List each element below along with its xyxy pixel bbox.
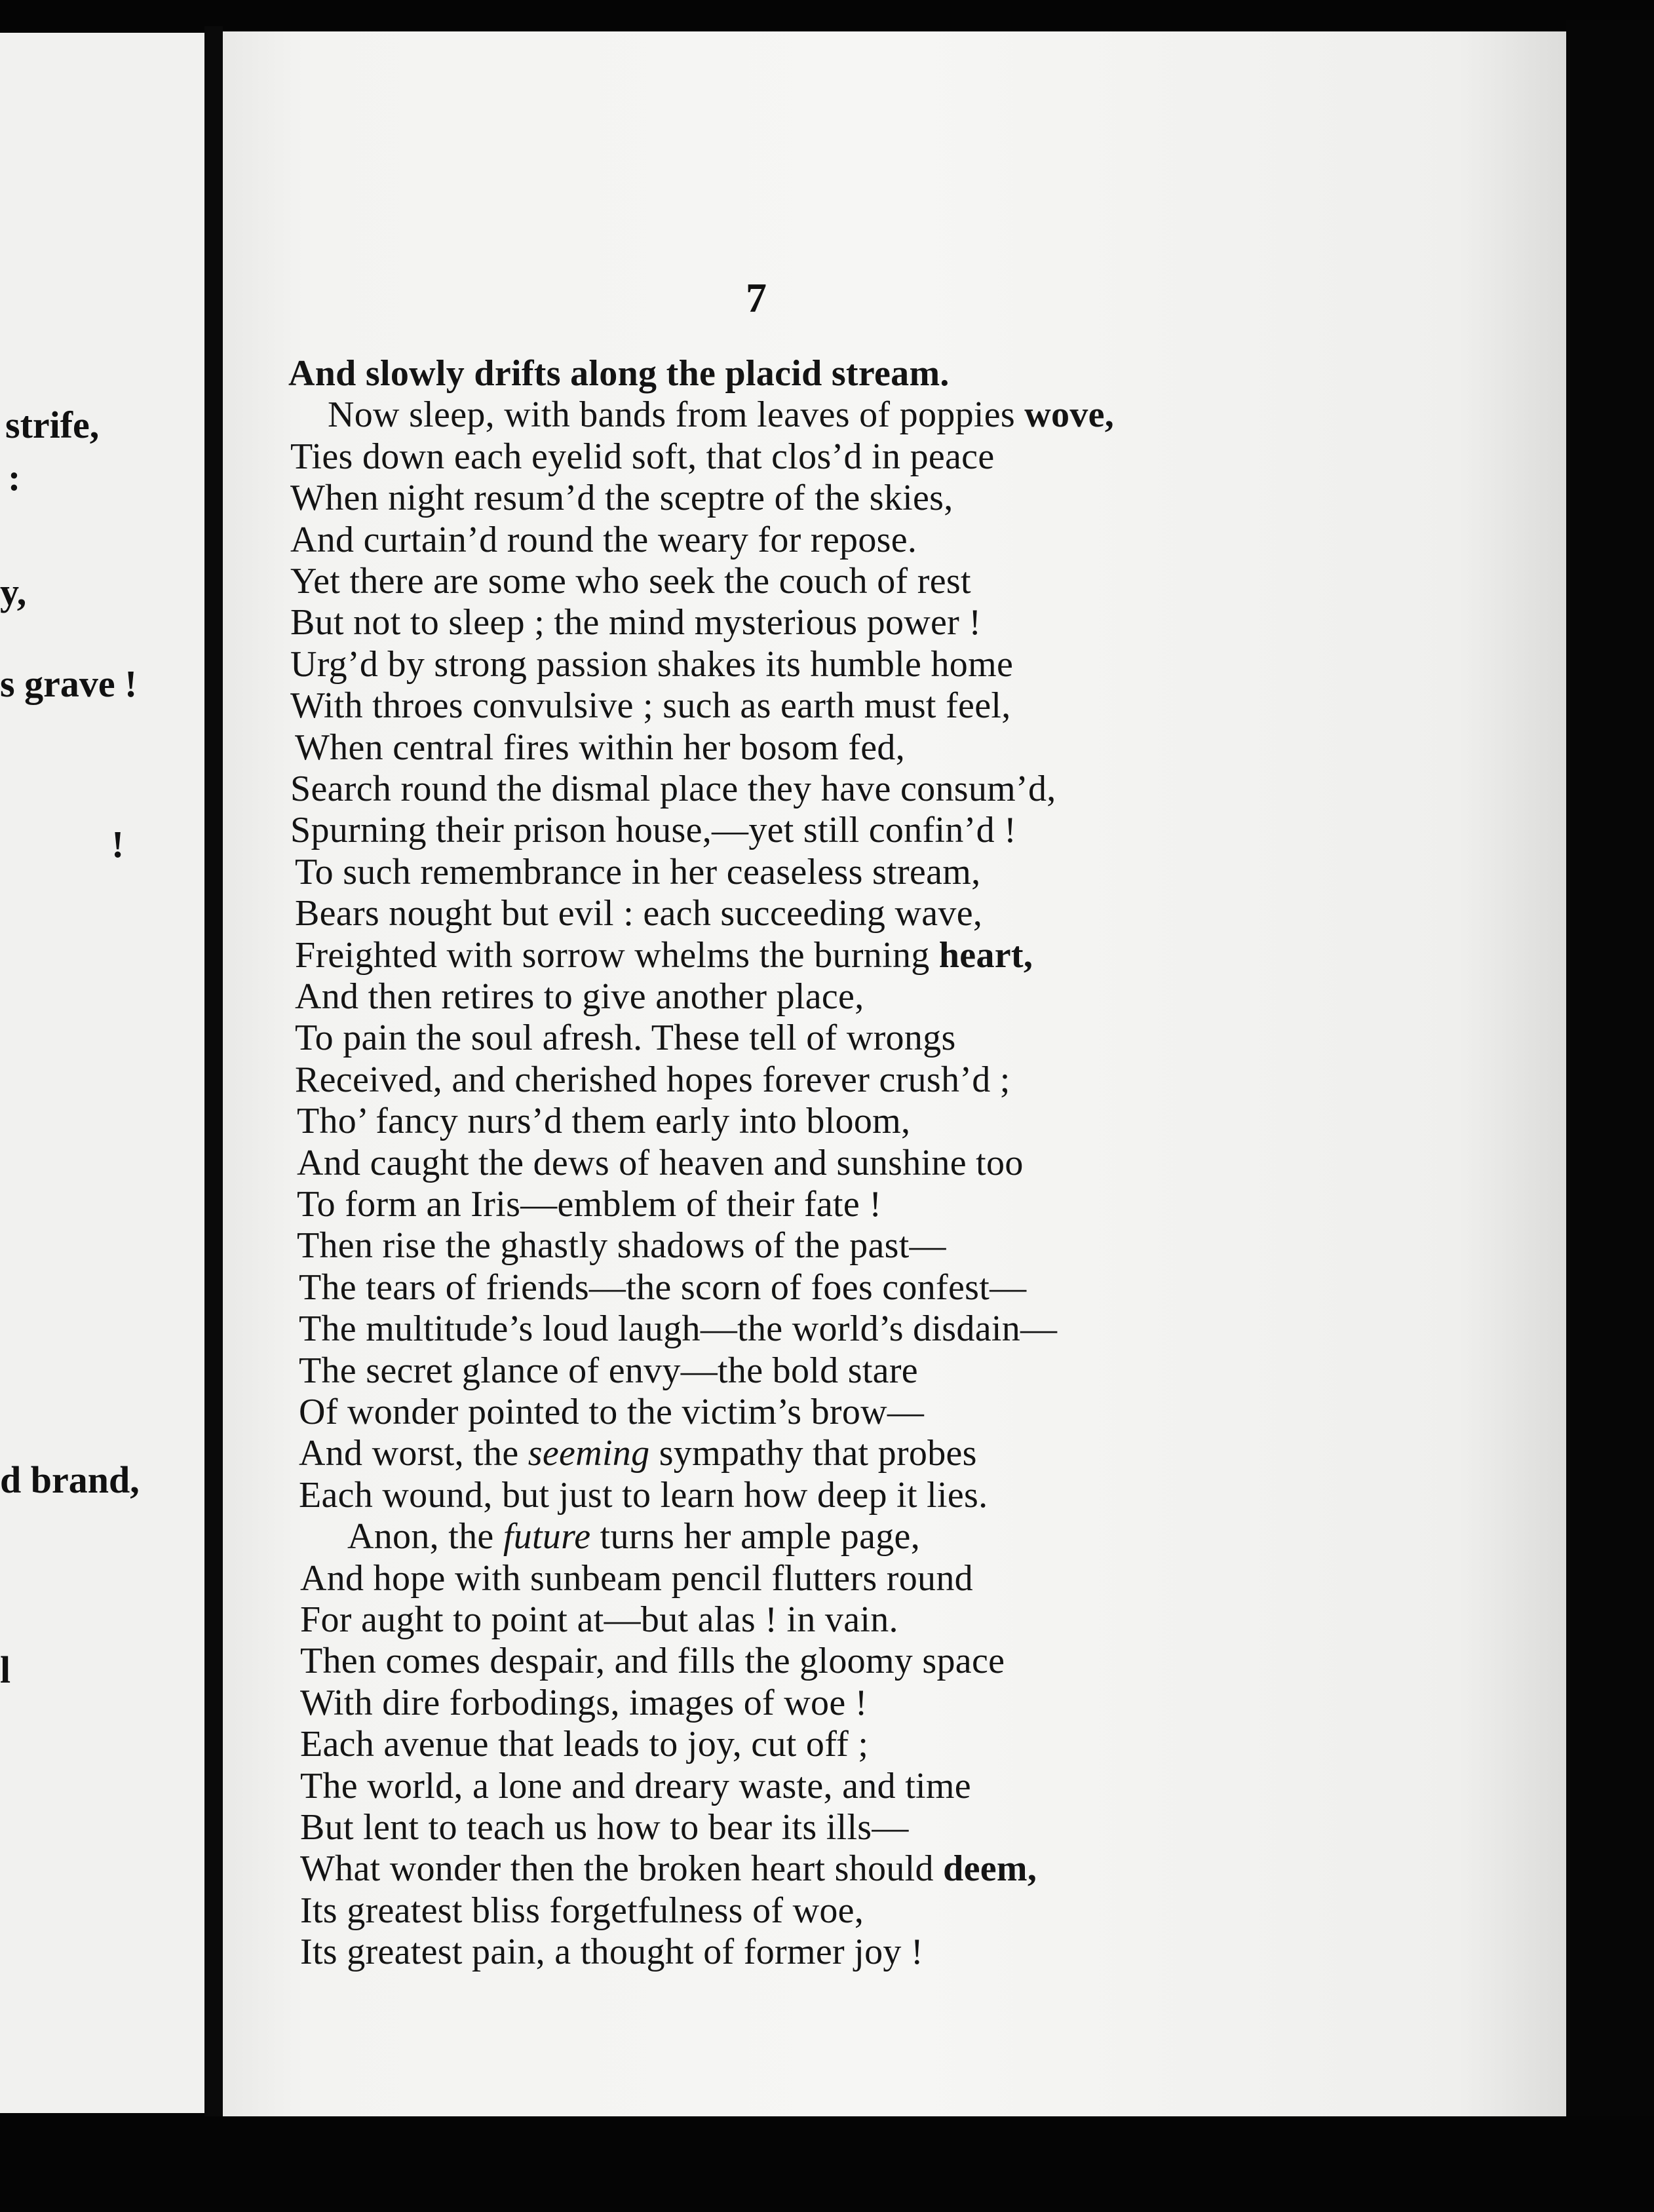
poem-line-text: Now sleep, with bands from leaves of poppies (328, 394, 1025, 436)
poem-line-text: Its greatest pain, a thought of former joy ! (300, 1932, 923, 1973)
poem-line-text: With dire forbodings, images of woe ! (300, 1682, 868, 1723)
poem-line (300, 1557, 973, 1599)
poem-line-text: But lent to teach us how to bear its ills— (300, 1807, 909, 1848)
poem-line-text: sympathy that probes (649, 1433, 977, 1474)
poem-line (290, 519, 917, 561)
poem-line-text: wove, (1024, 394, 1115, 436)
poem-line-text: Search round the dismal place they have consum’d, (290, 769, 1056, 809)
poem-line (295, 1059, 1010, 1101)
poem-line (290, 436, 995, 478)
poem-line (290, 809, 1016, 851)
facing-page-fragment: d brand, (0, 1459, 140, 1501)
poem-line-text: When central fires within her bosom fed, (295, 727, 906, 768)
poem-line (300, 1765, 971, 1807)
poem-line (299, 1474, 988, 1516)
facing-page-fragment: strife, (5, 404, 100, 446)
poem-line-text: And worst, the (299, 1433, 528, 1474)
poem-line-text: The multitude’s loud laugh—the world’s disdain— (299, 1308, 1058, 1350)
poem-line (300, 1640, 1005, 1682)
poem-line-text: Ties down each eyelid soft, that clos’d in peace (290, 436, 995, 477)
poem-line (290, 477, 953, 519)
poem-line (290, 601, 981, 643)
poem-line-text: Each avenue that leads to joy, cut off ; (300, 1724, 869, 1765)
page (223, 31, 1566, 2116)
poem-line (300, 1806, 909, 1848)
poem-line (297, 1142, 1024, 1184)
poem-line-text: When night resum’d the sceptre of the skies, (290, 478, 953, 519)
poem-line (300, 1848, 1037, 1890)
poem-line-text: Each wound, but just to learn how deep it lies. (299, 1474, 988, 1516)
poem-line-text: heart, (938, 934, 1033, 976)
poem-line-text: The tears of friends—the scorn of foes confest— (299, 1267, 1027, 1308)
poem-line (299, 1432, 977, 1474)
poem-line-text: Urg’d by strong passion shakes its humble home (290, 643, 1014, 685)
poem-line (347, 1516, 920, 1557)
poem-line-text: Of wonder pointed to the victim’s brow— (299, 1392, 925, 1432)
poem-line-text: turns her ample page, (590, 1516, 921, 1557)
poem-line (295, 892, 982, 934)
poem-line (299, 1267, 1026, 1308)
show-through-text (1166, 339, 1533, 2069)
page-number: 7 (746, 275, 767, 321)
poem-line (300, 1682, 868, 1724)
poem-line (299, 1391, 924, 1433)
poem-line (328, 394, 1114, 436)
poem-line-text: To form an Iris—emblem of their fate ! (297, 1184, 882, 1225)
poem-line-text: For aught to point at—but alas ! in vain. (300, 1599, 898, 1640)
poem-line-text: But not to sleep ; the mind mysterious power ! (290, 602, 982, 643)
poem-line-text: Then comes despair, and fills the gloomy space (300, 1641, 1005, 1682)
poem-line (300, 1723, 868, 1765)
poem-line (297, 1183, 881, 1225)
poem-line-text: seeming (528, 1433, 650, 1474)
facing-page-fragment: s grave ! (0, 662, 138, 705)
poem-line (300, 1599, 898, 1641)
poem-line-text: To such remembrance in her ceaseless stream, (295, 851, 981, 892)
poem-line (295, 1017, 956, 1059)
scan-edge-bottom (0, 2116, 1654, 2212)
poem-line (300, 1931, 923, 1973)
facing-page-fragments (0, 33, 204, 2113)
poem-line (290, 768, 1056, 810)
poem-line-text: Bears nought but evil : each succeeding wave, (295, 893, 983, 934)
facing-page-fragment: y, (0, 571, 27, 613)
poem-line-text: Tho’ fancy nurs’d them early into bloom, (297, 1101, 911, 1142)
scan-edge-right (1566, 20, 1654, 2212)
poem-line-text: Anon, the (347, 1516, 503, 1557)
poem-line-text: Yet there are some who seek the couch of rest (290, 561, 971, 601)
poem-line (295, 934, 1033, 976)
poem-line-text: And caught the dews of heaven and sunshine too (297, 1142, 1024, 1183)
poem-line (290, 685, 1011, 727)
poem-line-text: What wonder then the broken heart should (300, 1848, 944, 1890)
poem-line (295, 976, 864, 1018)
poem-line-text: To pain the soul afresh. These tell of wrongs (295, 1018, 956, 1059)
poem-line-text: Then rise the ghastly shadows of the past— (297, 1225, 946, 1267)
facing-page-fragment: l (0, 1649, 11, 1691)
poem-line-text: And slowly drifts along the placid stream. (288, 353, 950, 394)
poem-line (288, 353, 950, 394)
facing-page-fragment: ! (111, 823, 125, 866)
poem-line-text: Freighted with sorrow whelms the burning (295, 934, 939, 976)
poem-line-text: And then retires to give another place, (295, 976, 864, 1017)
facing-page-fragment: : (8, 456, 21, 499)
poem-line-text: The world, a lone and dreary waste, and time (300, 1765, 971, 1806)
poem-line (297, 1100, 910, 1142)
poem-line-text: future (503, 1516, 591, 1557)
poem-line (300, 1890, 864, 1932)
poem-line (295, 851, 980, 893)
poem-line (290, 560, 971, 602)
facing-page (0, 33, 204, 2113)
poem-line (299, 1308, 1057, 1350)
poem-line (290, 643, 1013, 685)
poem-line-text: The secret glance of envy—the bold stare (299, 1350, 918, 1391)
poem-line-text: Spurning their prison house,—yet still confin’d ! (290, 810, 1017, 851)
poem-line-text: And curtain’d round the weary for repose. (290, 519, 917, 560)
poem-line-text: Its greatest bliss forgetfulness of woe, (300, 1890, 864, 1931)
poem-line-text: Received, and cherished hopes forever crush’d ; (295, 1059, 1010, 1100)
poem-line (297, 1225, 946, 1267)
poem-line (295, 727, 905, 769)
poem-line (299, 1350, 918, 1392)
poem-line-text: With throes convulsive ; such as earth must feel, (290, 685, 1011, 727)
poem-line-text: And hope with sunbeam pencil flutters round (300, 1557, 973, 1599)
book-gutter (204, 26, 223, 2123)
poem-line-text: deem, (943, 1848, 1037, 1890)
